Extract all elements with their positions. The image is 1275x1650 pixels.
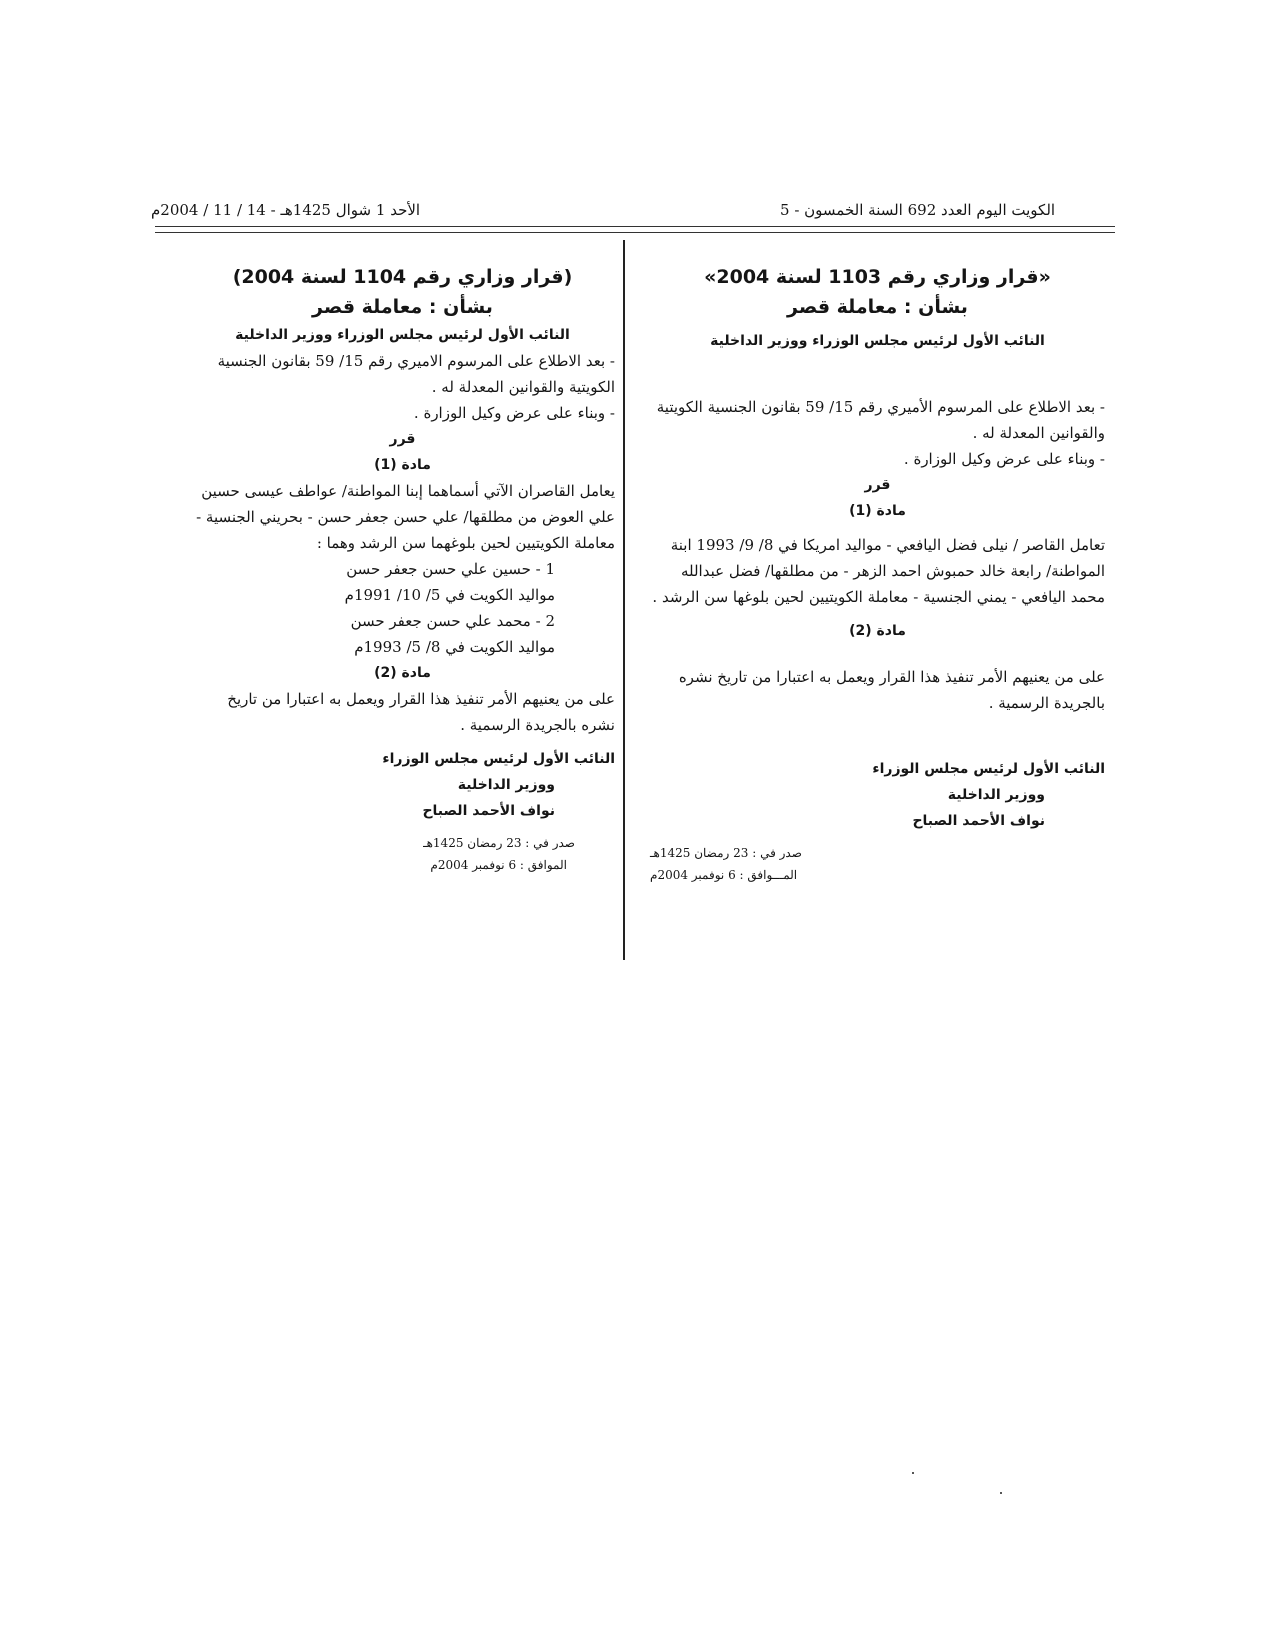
article-heading: مادة (1): [849, 503, 906, 519]
article-text: على من يعنيهم الأمر تنفيذ هذا القرار ويعمل به اعتبارا من تاريخ نشره بالجريدة الرسمية .: [678, 668, 1105, 712]
decree-title: (قرار وزاري رقم 1104 لسنة 2004): [232, 266, 573, 288]
decree-1104: [190, 262, 615, 876]
article-heading: مادة (2): [849, 623, 906, 639]
decree-subject: بشأن : معاملة قصر: [787, 296, 968, 318]
header-issue-info: الكويت اليوم العدد 692 السنة الخمسون - 5: [780, 201, 1056, 219]
preamble: - بعد الاطلاع على المرسوم الأميري رقم 15/ 59 بقانون الجنسية الكويتية والقوانين المعدلة له .: [656, 398, 1105, 442]
signature-name: نواف الأحمد الصباح: [912, 813, 1045, 829]
minor-name: 1 - حسين علي حسن جعفر حسن: [346, 560, 555, 578]
preamble: - وبناء على عرض وكيل الوزارة .: [903, 450, 1105, 468]
decree-1103: [650, 262, 1105, 886]
decree-title: «قرار وزاري رقم 1103 لسنة 2004»: [704, 266, 1051, 288]
decree-authority: النائب الأول لرئيس مجلس الوزراء ووزير الداخلية: [710, 333, 1045, 349]
decree-subject: بشأن : معاملة قصر: [312, 296, 493, 318]
signature-title: ووزير الداخلية: [947, 787, 1045, 803]
issue-date: صدر في : 23 رمضان 1425هـ: [650, 846, 802, 860]
article-text: تعامل القاصر / نيلى فضل اليافعي - مواليد امريكا في 8/ 9/ 1993 ابنة المواطنة/ رابعة خالد حمبوش احمد الزهر - من مطلقها/ فضل عبدالله محمد اليافعي - يمني الجنسية - معاملة الكويتيين لحين بلوغها سن الرشد .: [652, 536, 1105, 606]
minor-birth: مواليد الكويت في 8/ 5/ 1993م: [354, 638, 555, 656]
minor-name: 2 - محمد علي حسن جعفر حسن: [350, 612, 555, 630]
corresponding-date: المـــوافق : 6 نوفمبر 2004م: [650, 868, 798, 882]
scan-speck: [912, 1472, 914, 1474]
header-rule: [155, 232, 1115, 233]
signature-title: النائب الأول لرئيس مجلس الوزراء: [872, 761, 1105, 777]
scan-speck: [1000, 1492, 1002, 1494]
header-rule: [155, 226, 1115, 227]
article-heading: مادة (2): [374, 665, 431, 681]
column-divider: [623, 240, 625, 960]
article-text: يعامل القاصران الآتي أسماهما إبنا المواطنة/ عواطف عيسى حسين علي العوض من مطلقها/ علي حسن جعفر حسن - بحريني الجنسية - معاملة الكويتيين لحين بلوغهما سن الرشد وهما :: [196, 482, 615, 552]
issue-date: صدر في : 23 رمضان 1425هـ: [423, 836, 575, 850]
article-heading: مادة (1): [374, 457, 431, 473]
signature-title: النائب الأول لرئيس مجلس الوزراء: [382, 751, 615, 767]
decided-label: قرر: [864, 477, 891, 493]
header-date: الأحد 1 شوال 1425هـ - 14 / 11 / 2004م: [151, 201, 421, 219]
signature-title: ووزير الداخلية: [457, 777, 555, 793]
minor-birth: مواليد الكويت في 5/ 10/ 1991م: [344, 586, 555, 604]
decided-label: قرر: [389, 431, 416, 447]
signature-name: نواف الأحمد الصباح: [422, 803, 555, 819]
corresponding-date: الموافق : 6 نوفمبر 2004م: [430, 858, 567, 872]
article-text: على من يعنيهم الأمر تنفيذ هذا القرار ويعمل به اعتبارا من تاريخ نشره بالجريدة الرسمية .: [227, 690, 615, 734]
preamble: - بعد الاطلاع على المرسوم الاميري رقم 15/ 59 بقانون الجنسية الكويتية والقوانين المعدلة له .: [217, 352, 615, 396]
preamble: - وبناء على عرض وكيل الوزارة .: [413, 404, 615, 422]
decree-authority: النائب الأول لرئيس مجلس الوزراء ووزير الداخلية: [235, 327, 570, 343]
